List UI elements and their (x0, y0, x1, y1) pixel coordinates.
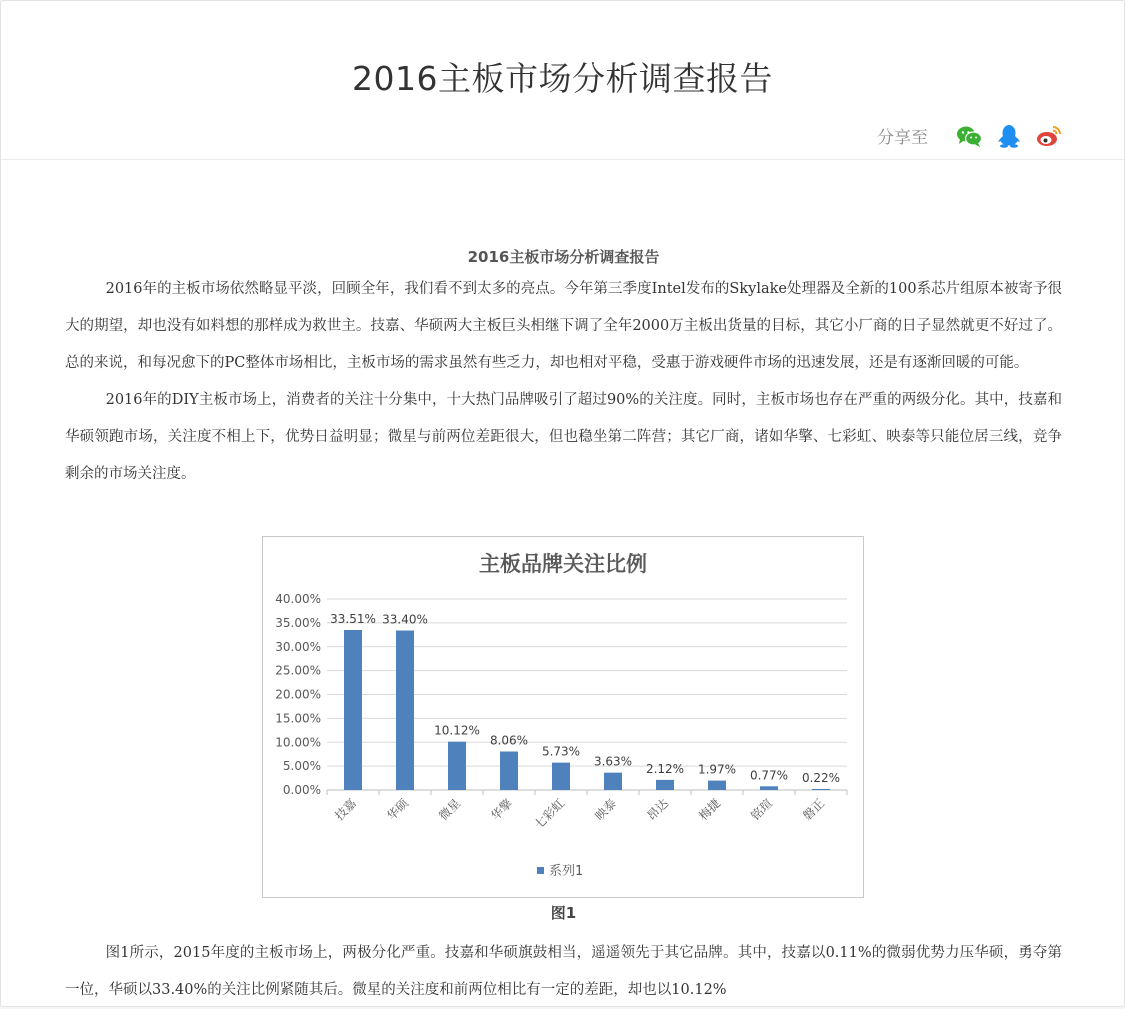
x-tick-label: 技嘉 (332, 796, 360, 824)
chart-title: 主板品牌关注比例 (479, 552, 647, 576)
chart-bar (500, 752, 518, 790)
data-label: 8.06% (489, 733, 529, 748)
x-tick-label: 华擎 (488, 796, 516, 824)
article-title: 2016主板市场分析调查报告 (467, 248, 660, 266)
y-tick-label: 5.00% (282, 759, 321, 774)
data-label: 5.73% (541, 744, 581, 759)
y-tick-label: 20.00% (275, 687, 321, 702)
x-tick-label: 昂达 (644, 796, 672, 824)
legend-swatch (537, 867, 544, 874)
data-label: 33.40% (382, 612, 428, 627)
data-label: 0.77% (749, 768, 789, 783)
data-label: 0.22% (801, 770, 841, 785)
qq-icon[interactable] (996, 124, 1022, 148)
data-label: 2.12% (645, 761, 685, 776)
chart-bar (552, 763, 570, 790)
chart-bar (760, 786, 778, 790)
share-bar (877, 123, 1062, 148)
bar-chart (263, 537, 863, 897)
paragraph-3: 图1所示，2015年度的主板市场上，两极分化严重。技嘉和华硕旗鼓相当，遥遥领先于其它品牌。其中，技嘉以0.11%的微弱优势力压华硕，勇夺第一位，华硕以33.40%的关注比例紧随其后。微星的关注度和前两位相比有一定的差距，却也以10.12% (65, 945, 1062, 998)
data-label: 10.12% (434, 723, 480, 738)
data-label: 33.51% (330, 611, 376, 626)
y-tick-label: 40.00% (275, 592, 321, 606)
weibo-icon[interactable] (1036, 124, 1062, 148)
legend-label: 系列1 (549, 864, 584, 879)
chart-bar (812, 789, 830, 790)
x-tick-label: 微星 (436, 796, 464, 824)
article-body (65, 161, 1062, 998)
y-tick-label: 25.00% (275, 663, 321, 678)
x-tick-label: 磐正 (800, 796, 828, 824)
wechat-icon[interactable] (956, 124, 982, 148)
chart-bar (708, 781, 726, 790)
figure-caption: 图1 (550, 904, 577, 922)
y-tick-label: 30.00% (275, 639, 321, 654)
share-label: 分享至 (877, 128, 928, 148)
y-tick-label: 35.00% (275, 615, 321, 630)
x-tick-label: 七彩虹 (531, 796, 568, 832)
chart-bar (604, 773, 622, 790)
y-tick-label: 15.00% (275, 711, 321, 726)
x-tick-label: 梅捷 (696, 796, 724, 824)
page-title: 2016主板市场分析调查报告 (352, 59, 773, 98)
chart-bar (396, 631, 414, 790)
chart-bar (448, 742, 466, 790)
x-tick-label: 映泰 (592, 796, 620, 824)
data-label: 1.97% (697, 762, 737, 777)
x-tick-label: 华硕 (384, 796, 412, 824)
x-tick-label: 铭瑄 (748, 796, 776, 824)
y-tick-label: 10.00% (275, 735, 321, 750)
y-tick-label: 0.00% (282, 783, 321, 797)
data-label: 3.63% (593, 754, 633, 769)
chart-figure (262, 536, 864, 898)
chart-bar (656, 780, 674, 790)
chart-bar (344, 630, 362, 790)
page-header (1, 1, 1124, 160)
paragraph-1: 2016年的主板市场依然略显平淡，回顾全年，我们看不到太多的亮点。今年第三季度Intel发布的Skylake处理器及全新的100系芯片组原本被寄予很大的期望，却也没有如料想的那样成为救世主。技嘉、华硕两大主板巨头相继下调了全年2000万主板出货量的目标，其它小厂商的日子显然就更不好过了。总的来说，和每况愈下的PC整体市场相比，主板市场的需求虽然有些乏力，却也相对平稳，受惠于游戏硬件市场的迅速发展，还是有逐渐回暖的可能。 (65, 281, 1062, 371)
paragraph-2: 2016年的DIY主板市场上，消费者的关注十分集中，十大热门品牌吸引了超过90%的关注度。同时，主板市场也存在严重的两级分化。其中，技嘉和华硕领跑市场，关注度不相上下，优势日益明显；微星与前两位差距很大，但也稳坐第二阵营；其它厂商，诸如华擎、七彩虹、映泰等只能位居三线，竞争剩余的市场关注度。 (65, 392, 1062, 482)
